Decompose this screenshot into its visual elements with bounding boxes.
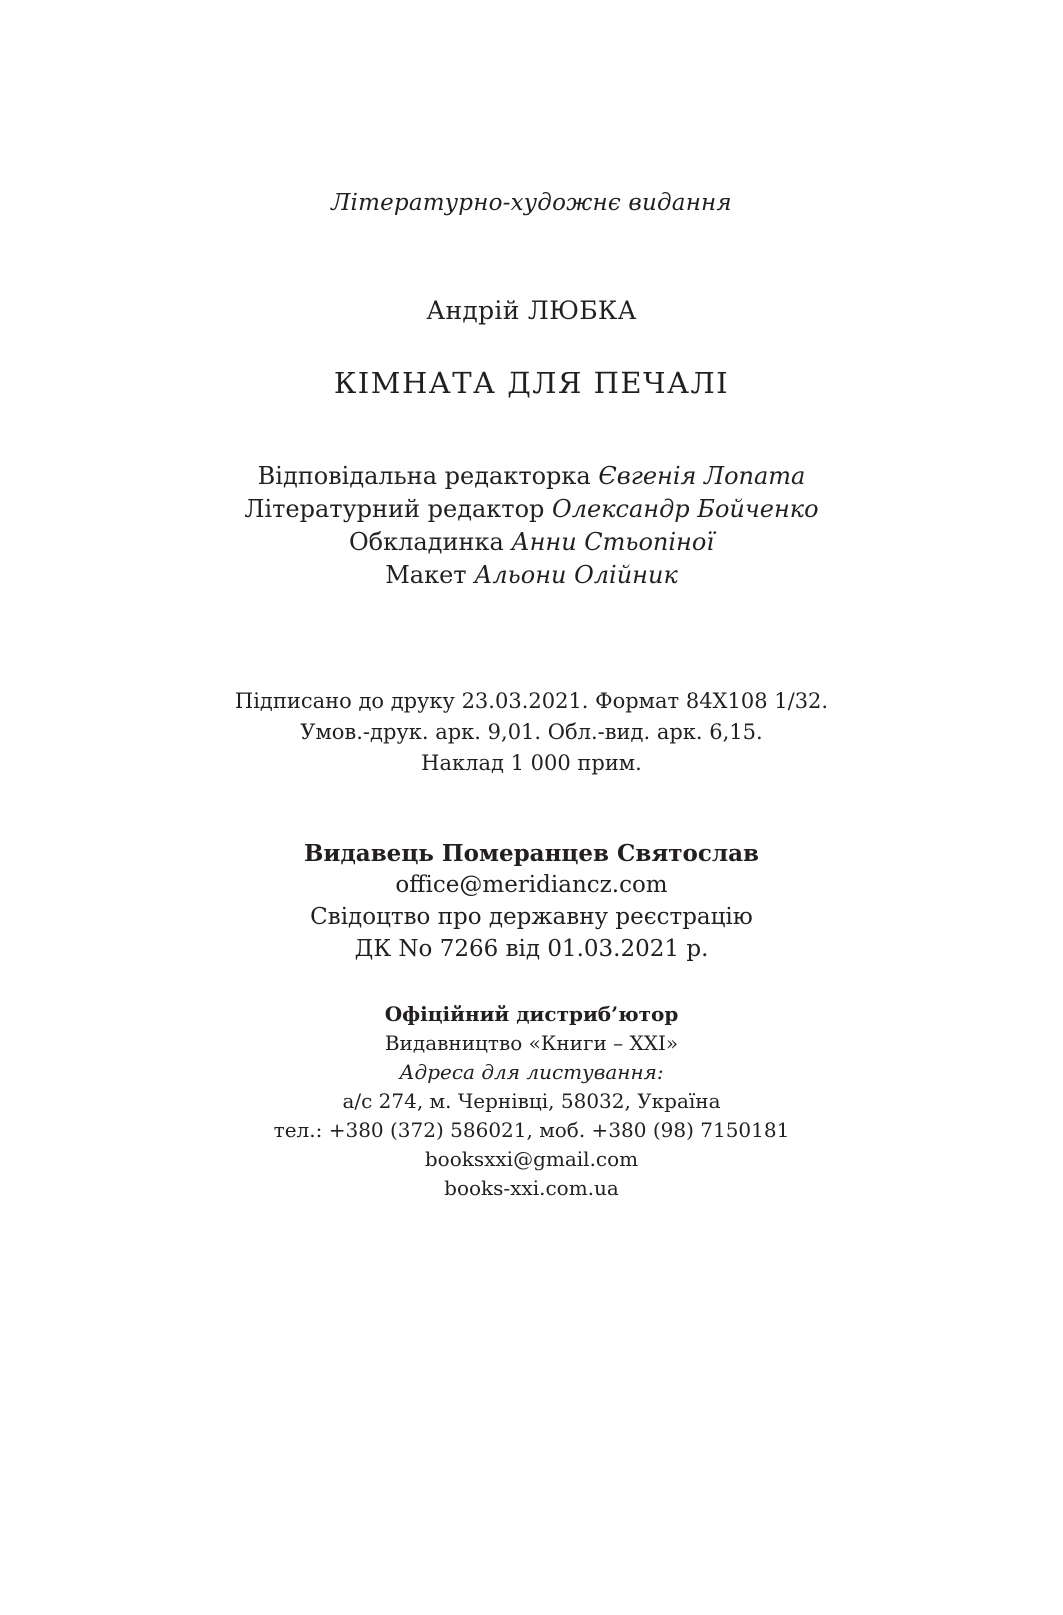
- distributor-phones: тел.: +380 (372) 586021, моб. +380 (98) 7150181: [273, 1118, 790, 1142]
- book-author: Андрій ЛЮБКА: [426, 296, 637, 325]
- print-info-line: Умов.-друк. арк. 9,01. Обл.-вид. арк. 6,15.: [300, 720, 763, 744]
- distributor-name: Видавництво «Книги – ХХІ»: [384, 1031, 679, 1055]
- distributor-email: booksxxi@gmail.com: [424, 1147, 639, 1171]
- distributor-address-label: Адреса для листування:: [399, 1060, 664, 1084]
- print-info-line: Підписано до друку 23.03.2021. Формат 84Х108 1/32.: [234, 689, 829, 713]
- distributor-address: а/с 274, м. Чернівці, 58032, Україна: [342, 1089, 721, 1113]
- credit-role: Макет: [385, 561, 467, 589]
- book-title: КІМНАТА ДЛЯ ПЕЧАЛІ: [333, 366, 730, 400]
- publisher-email: office@meridiancz.com: [395, 872, 668, 898]
- credit-line-cover: [0, 528, 1063, 556]
- publisher-registration-number: ДК No 7266 від 01.03.2021 р.: [354, 936, 709, 962]
- credit-role: Літературний редактор: [244, 495, 545, 523]
- credit-line-literary-editor: [0, 495, 1063, 523]
- publisher-registration: Свідоцтво про державну реєстрацію: [310, 904, 753, 930]
- publisher-name: Видавець Померанцев Святослав: [303, 840, 760, 867]
- credit-name: Анни Стьопіної: [511, 528, 714, 556]
- print-info-line: Наклад 1 000 прим.: [421, 751, 642, 775]
- distributor-heading: Офіційний дистриб’ютор: [384, 1002, 679, 1026]
- distributor-website: books-xxi.com.ua: [444, 1176, 619, 1200]
- credit-line-editor-in-chief: [0, 462, 1063, 490]
- credit-line-layout: [0, 561, 1063, 589]
- credit-name: Євгенія Лопата: [598, 462, 806, 490]
- credit-name: Олександр Бойченко: [552, 495, 819, 523]
- credit-role: Обкладинка: [349, 528, 504, 556]
- edition-type: Літературно-художнє видання: [331, 190, 732, 216]
- credit-name: Альони Олійник: [474, 561, 678, 589]
- credit-role: Відповідальна редакторка: [257, 462, 591, 490]
